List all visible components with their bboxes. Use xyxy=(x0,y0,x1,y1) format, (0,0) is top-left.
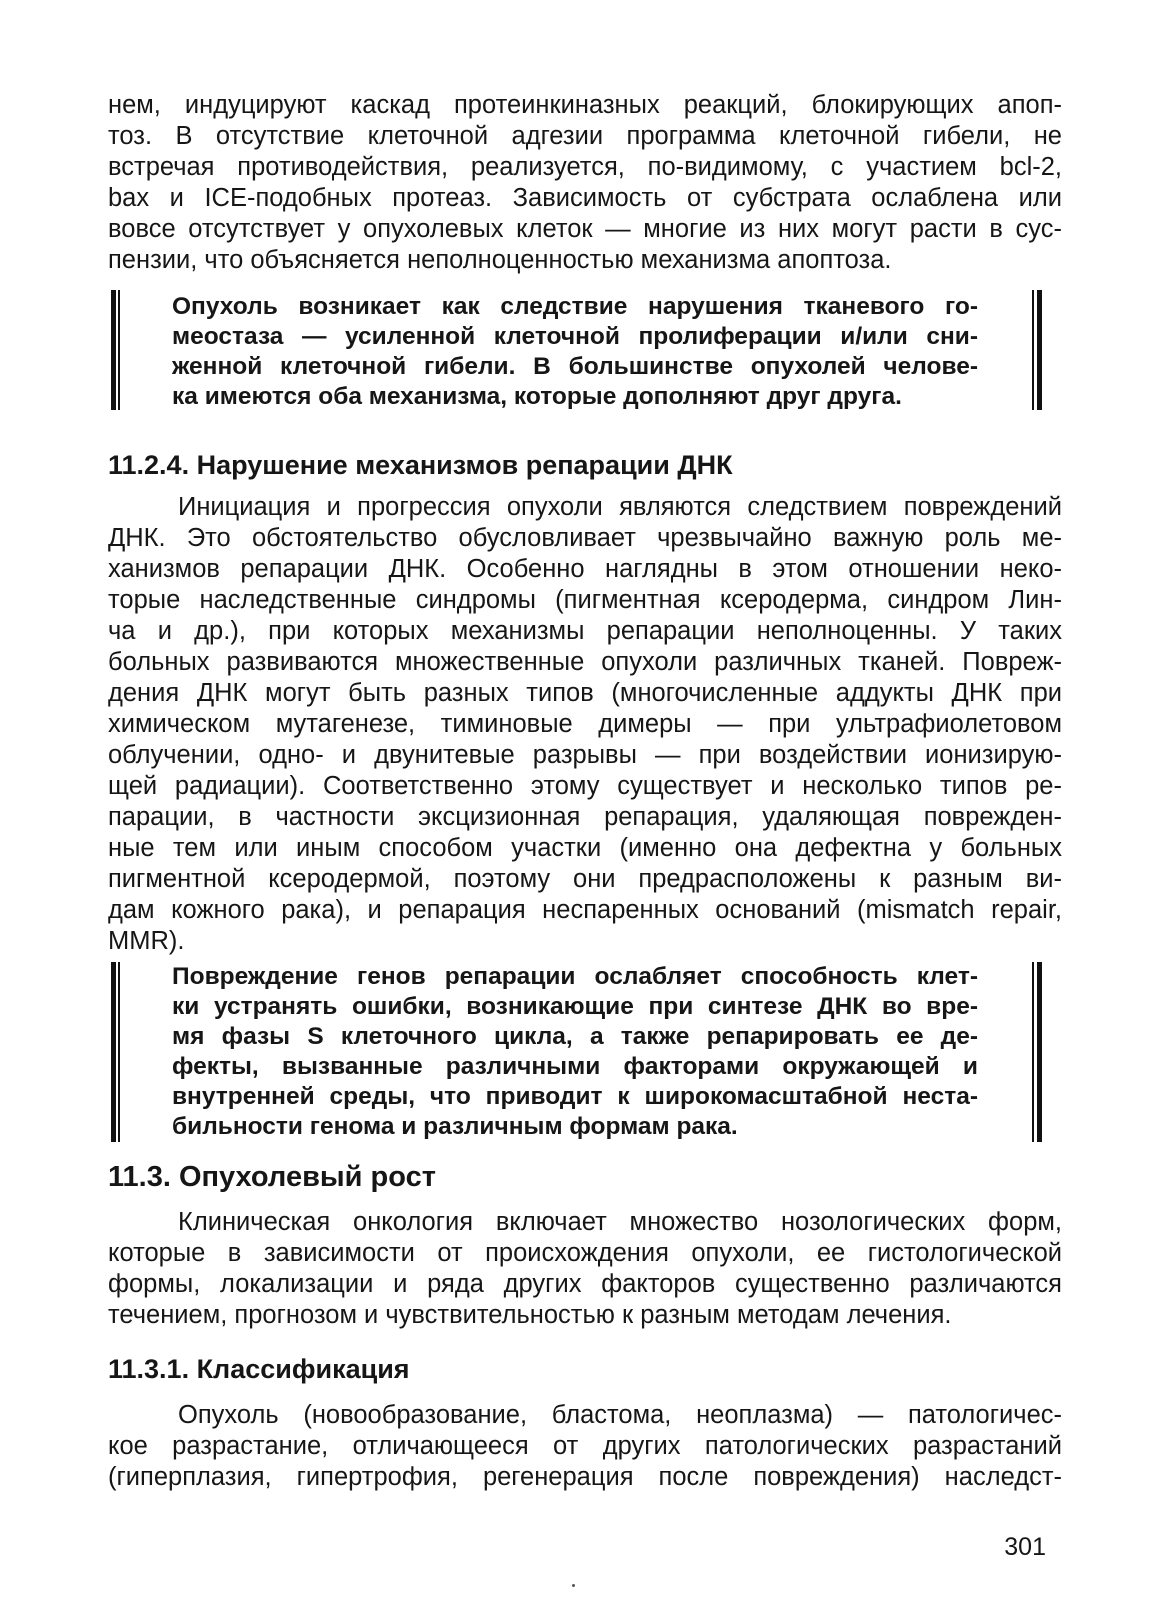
text-line: дам кожного рака), и репарация неспаренных оснований (mismatch repair, xyxy=(108,896,1062,924)
text-line: вовсе отсутствует у опухолевых клеток — многие из них могут расти в сус- xyxy=(108,215,1062,243)
text-line: щей радиации). Соответственно этому существует и несколько типов ре- xyxy=(108,772,1062,800)
text-line: торые наследственные синдромы (пигментная ксеродерма, синдром Лин- xyxy=(108,586,1062,614)
text-line: Клиническая онкология включает множество нозологических форм, xyxy=(178,1208,1062,1236)
text-line: тоз. В отсутствие клеточной адгезии программа клеточной гибели, не xyxy=(108,122,1062,150)
scan-speck xyxy=(572,1584,575,1587)
note-line: фекты, вызванные различными факторами окружающей и xyxy=(172,1053,978,1080)
note-line: ки устранять ошибки, возникающие при синтезе ДНК во вре- xyxy=(172,993,978,1020)
note-line: внутренней среды, что приводит к широкомасштабной неста- xyxy=(172,1083,978,1110)
section-heading-11-2-4: 11.2.4. Нарушение механизмов репарации ДНК xyxy=(108,450,733,480)
section-heading-11-3-1: 11.3.1. Классификация xyxy=(108,1354,410,1384)
note-line: бильности генома и различным формам рака. xyxy=(172,1113,738,1140)
text-line: встречая противодействия, реализуется, по-видимому, с участием bcl-2, xyxy=(108,153,1062,181)
text-line: кое разрастание, отличающееся от других патологических разрастаний xyxy=(108,1432,1062,1460)
text-line: нем, индуцируют каскад протеинкиназных реакций, блокирующих апоп- xyxy=(108,91,1062,119)
right-margin-bar xyxy=(1037,962,1042,1142)
text-line: больных развиваются множественные опухоли различных тканей. Повреж- xyxy=(108,648,1062,676)
left-margin-bar-thin xyxy=(118,290,120,410)
text-line: формы, локализации и ряда других факторов существенно различаются xyxy=(108,1270,1062,1298)
text-line: химическом мутагенезе, тиминовые димеры — при ультрафиолетовом xyxy=(108,710,1062,738)
section-heading-11-3: 11.3. Опухолевый рост xyxy=(108,1161,436,1193)
text-line: ча и др.), при которых механизмы репарации неполноценны. У таких xyxy=(108,617,1062,645)
text-line: которые в зависимости от происхождения опухоли, ее гистологической xyxy=(108,1239,1062,1267)
text-line: MMR). xyxy=(108,927,185,955)
text-line: дения ДНК могут быть разных типов (многочисленные аддукты ДНК при xyxy=(108,679,1062,707)
text-line: ные тем или иным способом участки (именно она дефектна у больных xyxy=(108,834,1062,862)
text-line: Инициация и прогрессия опухоли являются следствием повреждений xyxy=(178,493,1062,521)
text-line: Опухоль (новообразование, бластома, неоплазма) — патологичес- xyxy=(178,1401,1062,1429)
left-margin-bar xyxy=(111,962,116,1142)
note-line: мя фазы S клеточного цикла, а также репарировать ее де- xyxy=(172,1023,978,1050)
page-number: 301 xyxy=(1004,1533,1046,1561)
text-line: облучении, одно- и двунитевые разрывы — при воздействии ионизирую- xyxy=(108,741,1062,769)
text-line: парации, в частности эксцизионная репарация, удаляющая поврежден- xyxy=(108,803,1062,831)
left-margin-bar xyxy=(111,290,116,410)
text-line: ДНК. Это обстоятельство обусловливает чрезвычайно важную роль ме- xyxy=(108,524,1062,552)
text-line: ханизмов репарации ДНК. Особенно наглядны в этом отношении неко- xyxy=(108,555,1062,583)
note-line: Опухоль возникает как следствие нарушения тканевого го- xyxy=(172,293,978,320)
right-margin-bar-thin xyxy=(1032,962,1034,1142)
right-margin-bar-thin xyxy=(1032,290,1034,410)
text-line: пензии, что объясняется неполноценностью механизма апоптоза. xyxy=(108,246,892,274)
text-line: пигментной ксеродермой, поэтому они предрасположены к разным ви- xyxy=(108,865,1062,893)
text-line: bax и ICE-подобных протеаз. Зависимость от субстрата ослаблена или xyxy=(108,184,1062,212)
left-margin-bar-thin xyxy=(118,962,120,1142)
note-line: Повреждение генов репарации ослабляет способность клет- xyxy=(172,963,978,990)
right-margin-bar xyxy=(1037,290,1042,410)
note-line: меостаза — усиленной клеточной пролиферации и/или сни- xyxy=(172,323,978,350)
note-line: женной клеточной гибели. В большинстве опухолей челове- xyxy=(172,353,978,380)
note-line: ка имеются оба механизма, которые дополняют друг друга. xyxy=(172,383,902,410)
text-line: течением, прогнозом и чувствительностью к разным методам лечения. xyxy=(108,1301,952,1329)
text-line: (гиперплазия, гипертрофия, регенерация после повреждения) наследст- xyxy=(108,1463,1062,1491)
